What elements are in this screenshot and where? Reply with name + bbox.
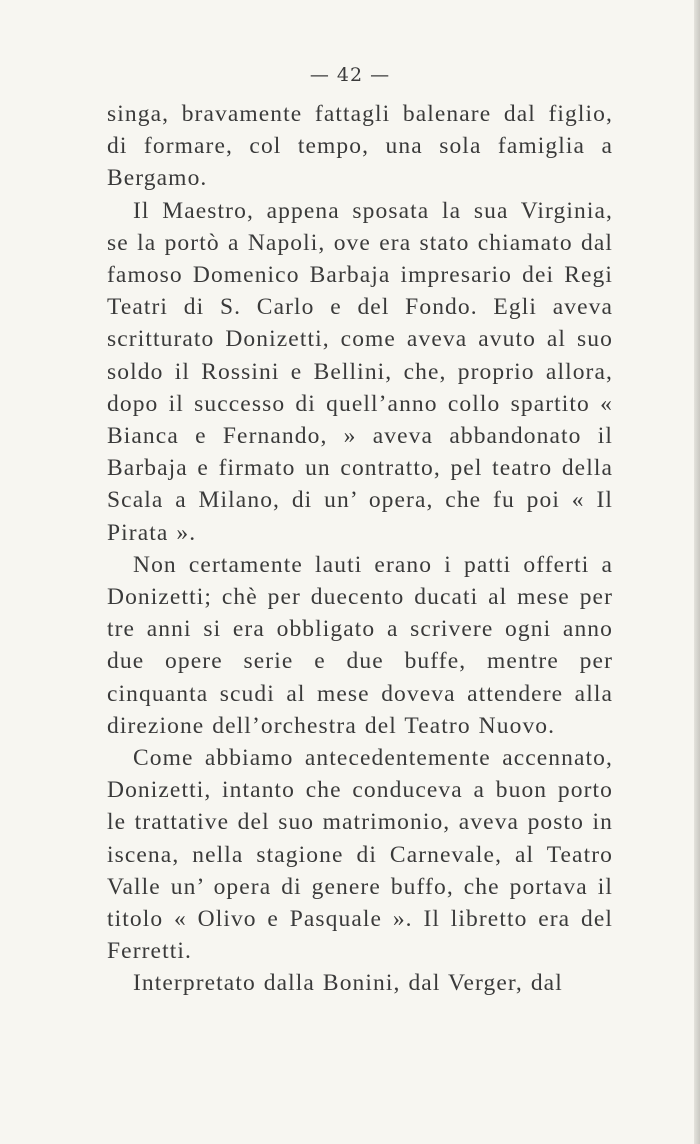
paragraph-2: Il Maestro, appena sposata la sua Virginia, se la portò a Napoli, ove era stato chiamato dal famoso Domenico Barbaja impresario dei Regi Teatri di S. Carlo e del Fondo. Egli aveva scritturato Donizetti, come aveva avuto al suo soldo il Rossini e Bellini, che, proprio allora, dopo il successo di quell’anno collo spartito « Bianca e Fernando, » aveva abbandonato il Barbaja e firmato un contratto, pel teatro della Scala a Milano, di un’ opera, che fu poi « Il Pirata ».: [107, 197, 613, 546]
paragraph-1: singa, bravamente fattagli balenare dal figlio, di formare, col tempo, una sola famiglia a Bergamo.: [107, 101, 613, 192]
page-edge-shadow: [694, 0, 700, 1144]
paragraph-5: Interpretato dalla Bonini, dal Verger, dal: [133, 970, 563, 997]
paragraph-3: Non certamente lauti erano i patti offerti a Donizetti; chè per duecento ducati al mese per tre anni si era obbligato a scrivere ogni anno due opere serie e due buffe, mentre per cinquanta scudi al mese doveva attendere alla direzione dell’orchestra del Teatro Nuovo.: [107, 551, 613, 739]
body-text: [107, 98, 613, 1000]
page-number: — 42 —: [309, 64, 391, 86]
paragraph-4: Come abbiamo antecedentemente accennato, Donizetti, intanto che conduceva a buon porto le trattative del suo matrimonio, aveva posto in iscena, nella stagione di Carnevale, al Teatro Valle un’ opera di genere buffo, che portava il titolo « Olivo e Pasquale ». Il libretto era del Ferretti.: [107, 745, 613, 965]
